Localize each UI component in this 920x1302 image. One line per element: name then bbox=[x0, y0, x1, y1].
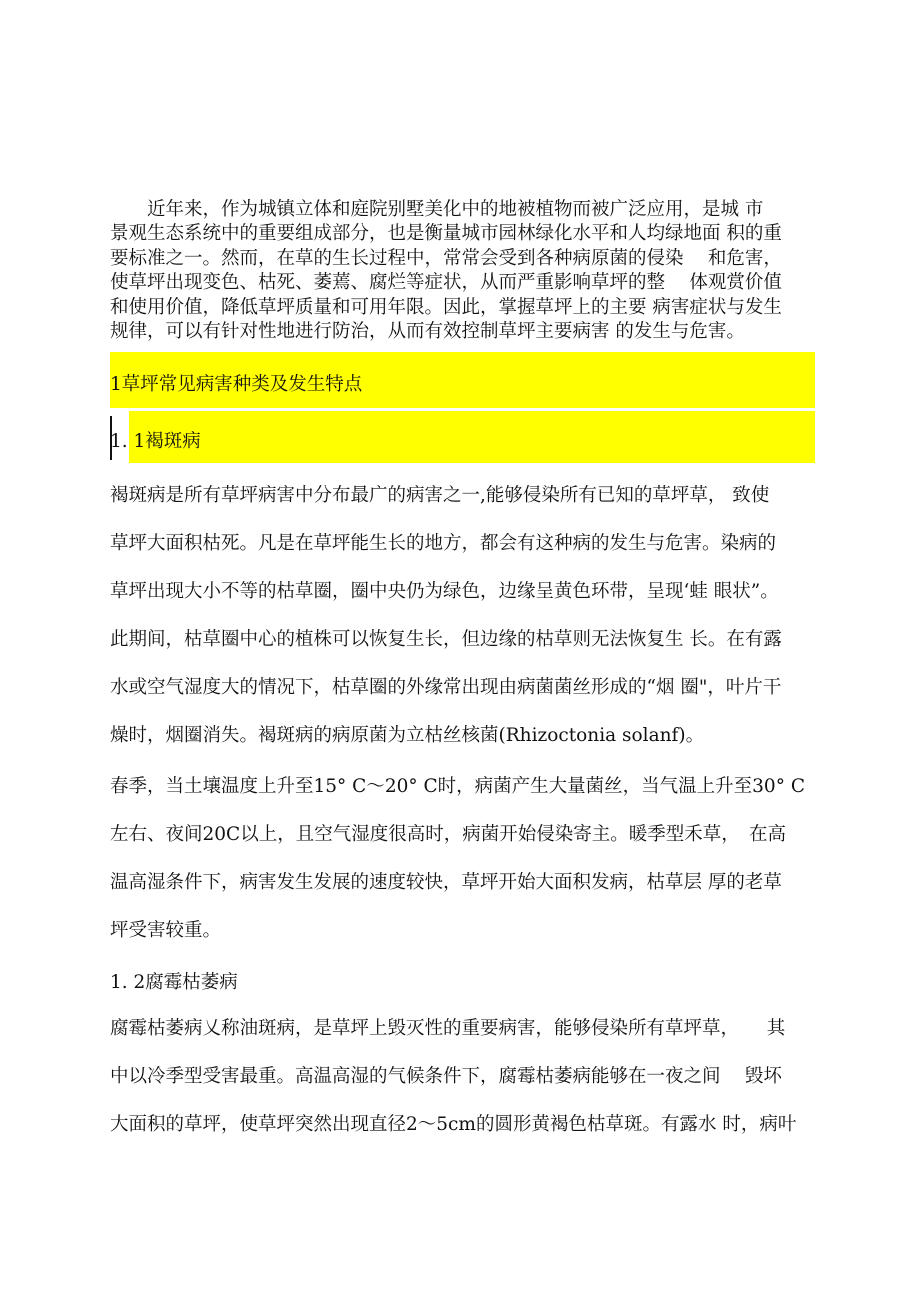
paragraph-line: 草坪出现大小不等的枯草圈，圈中央仍为绿色，边缘呈黄色环带，呈现‘蛙 眼状”。 bbox=[110, 581, 779, 602]
paragraph-pythium-blight bbox=[110, 1017, 820, 1161]
intro-line: 近年来，作为城镇立体和庭院别墅美化中的地被植物而被广泛应用，是城 市 bbox=[110, 199, 764, 220]
paragraph-line: 草坪大面积枯死。凡是在草坪能生长的地方，都会有这种病的发生与危害。染病的 bbox=[110, 533, 777, 554]
paragraph-line: 温高湿条件下，病害发生发展的速度较快，草坪开始大面积发病，枯草层 厚的老草 bbox=[110, 872, 782, 893]
intro-line: 使草坪出现变色、枯死、萎蔫、腐烂等症状，从而严重影响草坪的整 体观赏价值 bbox=[110, 272, 782, 294]
section-heading-1: 1草坪常见病害种类及发生特点 bbox=[110, 374, 363, 395]
intro-line: 景观生态系统中的重要组成部分，也是衡量城市园林绿化水平和人均绿地面 积的重 bbox=[110, 223, 782, 245]
intro-line: 要标准之一。然而，在草的生长过程中，常常会受到各种病原菌的侵染 和危害， bbox=[110, 247, 782, 269]
paragraph-line: 大面积的草坪，使草坪突然出现直径2〜5cm的圆形黄褐色枯草斑。有露水 时，病叶 bbox=[110, 1114, 797, 1135]
paragraph-line: 褐斑病是所有草坪病害中分布最广的病害之一,能够侵染所有已知的草坪草， 致使 bbox=[110, 485, 770, 506]
paragraph-line: 春季，当土壤温度上升至15° C〜20° C时，病菌产生大量菌丝，当气温上升至30° C bbox=[110, 776, 805, 797]
paragraph-line: 燥时，烟圈消失。褐斑病的病原菌为立枯丝核菌(Rhizoctonia solanf)。 bbox=[110, 725, 705, 746]
paragraph-brown-patch bbox=[110, 484, 820, 772]
paragraph-line: 坪受害较重。 bbox=[110, 920, 222, 941]
paragraph-line: 腐霉枯萎病乂称油斑病，是草坪上毁灭性的重要病害，能够侵染所有草坪草， 其 bbox=[110, 1018, 786, 1039]
paragraph-spring-conditions bbox=[110, 775, 820, 967]
intro-line: 规律，可以有针对性地进行防治，从而有效控制草坪主要病害 的发生与危害。 bbox=[110, 321, 745, 343]
section-heading-1-2: 1. 2腐霉枯萎病 bbox=[110, 972, 238, 993]
highlight-band-section1-1 bbox=[110, 411, 815, 463]
intro-line: 和使用价值，降低草坪质量和可用年限。因此，掌握草坪上的主要 病害症状与发生 bbox=[110, 296, 782, 318]
paragraph-line: 左右、夜间20C以上，且空气湿度很高时，病菌开始侵染寄主。暖季型禾草， 在高 bbox=[110, 824, 786, 845]
paragraph-line: 此期间，枯草圈中心的植株可以恢复生长，但边缘的枯草则无法恢复生 长。在有露 bbox=[110, 629, 782, 650]
paragraph-line: 水或空气湿度大的情况下，枯草圈的外缘常出现由病菌菌丝形成的“烟 圈"，叶片干 bbox=[110, 677, 782, 698]
paragraph-line: 中以冷季型受害最重。高温高湿的气候条件下，腐霉枯萎病能够在一夜之间 毁坏 bbox=[110, 1066, 782, 1087]
intro-paragraph bbox=[110, 198, 815, 344]
section-heading-1-1: 1. 1褐斑病 bbox=[110, 431, 201, 452]
